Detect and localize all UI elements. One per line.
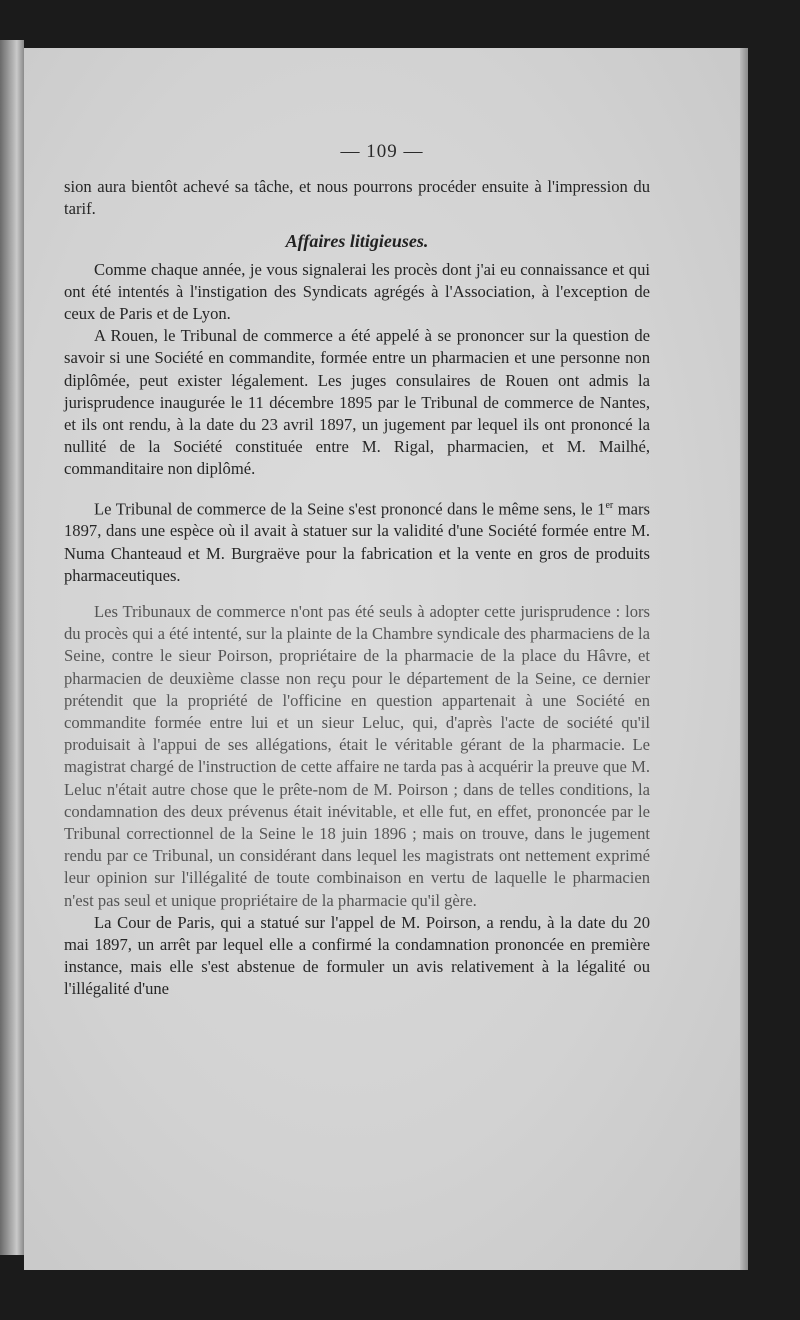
superscript: er: [605, 499, 614, 511]
paragraph-3-end: mars 1897, dans une espèce où il avait à statuer sur la validité d'une Société formée entre M. Numa Chanteaud et M. Burgraëve pour la fabrication et la vente en gros de produits pharmaceutiques.: [64, 499, 650, 585]
paragraph-gap: [64, 587, 650, 601]
paragraph-2: A Rouen, le Tribunal de commerce a été appelé à se prononcer sur la question de savoir si une Société en commandite, formée entre un pharmacien et une personne non diplômée, peut exister légalement. Les juges consulaires de Rouen ont admis la jurisprudence inaugurée le 11 décembre 1895 par le Tribunal de commerce de Nantes, et ils ont rendu, à la date du 23 avril 1897, un jugement par lequel ils ont prononcé la nullité de la Société constituée entre M. Rigal, pharmacien, et M. Mailhé, commanditaire non diplômé.: [64, 326, 650, 479]
paragraph-3-start: Le Tribunal de commerce de la Seine s'est prononcé dans le même sens, le 1: [94, 499, 606, 519]
book-page: [24, 48, 740, 1270]
right-page-edge: [740, 48, 748, 1270]
paragraph-5: La Cour de Paris, qui a statué sur l'appel de M. Poirson, a rendu, à la date du 20 mai 1897, un arrêt par lequel elle a confirmé la condamnation prononcée en première instance, mais elle s'est abstenue de formuler un avis relativement à la légalité ou l'illégalité d'une: [64, 912, 650, 999]
body-text: [64, 176, 650, 1001]
paragraph-3: [64, 495, 650, 587]
intro-paragraph: sion aura bientôt achevé sa tâche, et nous pourrons procéder ensuite à l'impression du tarif.: [64, 177, 650, 219]
page-number: — 109 —: [340, 141, 424, 162]
paragraph-4: Les Tribunaux de commerce n'ont pas été seuls à adopter cette jurisprudence : lors du procès qui a été intenté, sur la plainte de la Chambre syndicale des pharmaciens de la Seine, contre le sieur Poirson, propriétaire de la pharmacie de la place du Hâvre, et pharmacien de deuxième classe non reçu pour le département de la Seine, ce dernier prétendit que la propriété de l'officine en question appartenait à une Société en commandite formée entre lui et un sieur Leluc, qui, d'après l'acte de société qu'il produisait à l'appui de ses allégations, était le véritable gérant de la pharmacie. Le magistrat chargé de l'instruction de cette affaire ne tarda pas à acquérir la preuve que M. Leluc n'était autre chose que le prête-nom de M. Poirson ; dans de telles conditions, la condamnation des deux prévenus était inévitable, et elle fut, en effet, prononcée par le Tribunal correctionnel de la Seine le 18 juin 1896 ; mais on trouve, dans le jugement rendu par ce Tribunal, un considérant dans lequel les magistrats ont nettement exprimé leur opinion sur l'illégalité de toute combinaison en vertu de laquelle le pharmacien n'est pas seul et unique propriétaire de la pharmacie qu'il gère.: [64, 601, 650, 910]
section-heading: Affaires litigieuses.: [285, 231, 429, 252]
paragraph-gap: [64, 481, 650, 495]
paragraph-1: Comme chaque année, je vous signalerai les procès dont j'ai eu connaissance et qui ont été intentés à l'instigation des Syndicats agrégés à l'Association, à l'exception de ceux de Paris et de Lyon.: [64, 259, 650, 324]
left-page-edge: [0, 40, 24, 1255]
